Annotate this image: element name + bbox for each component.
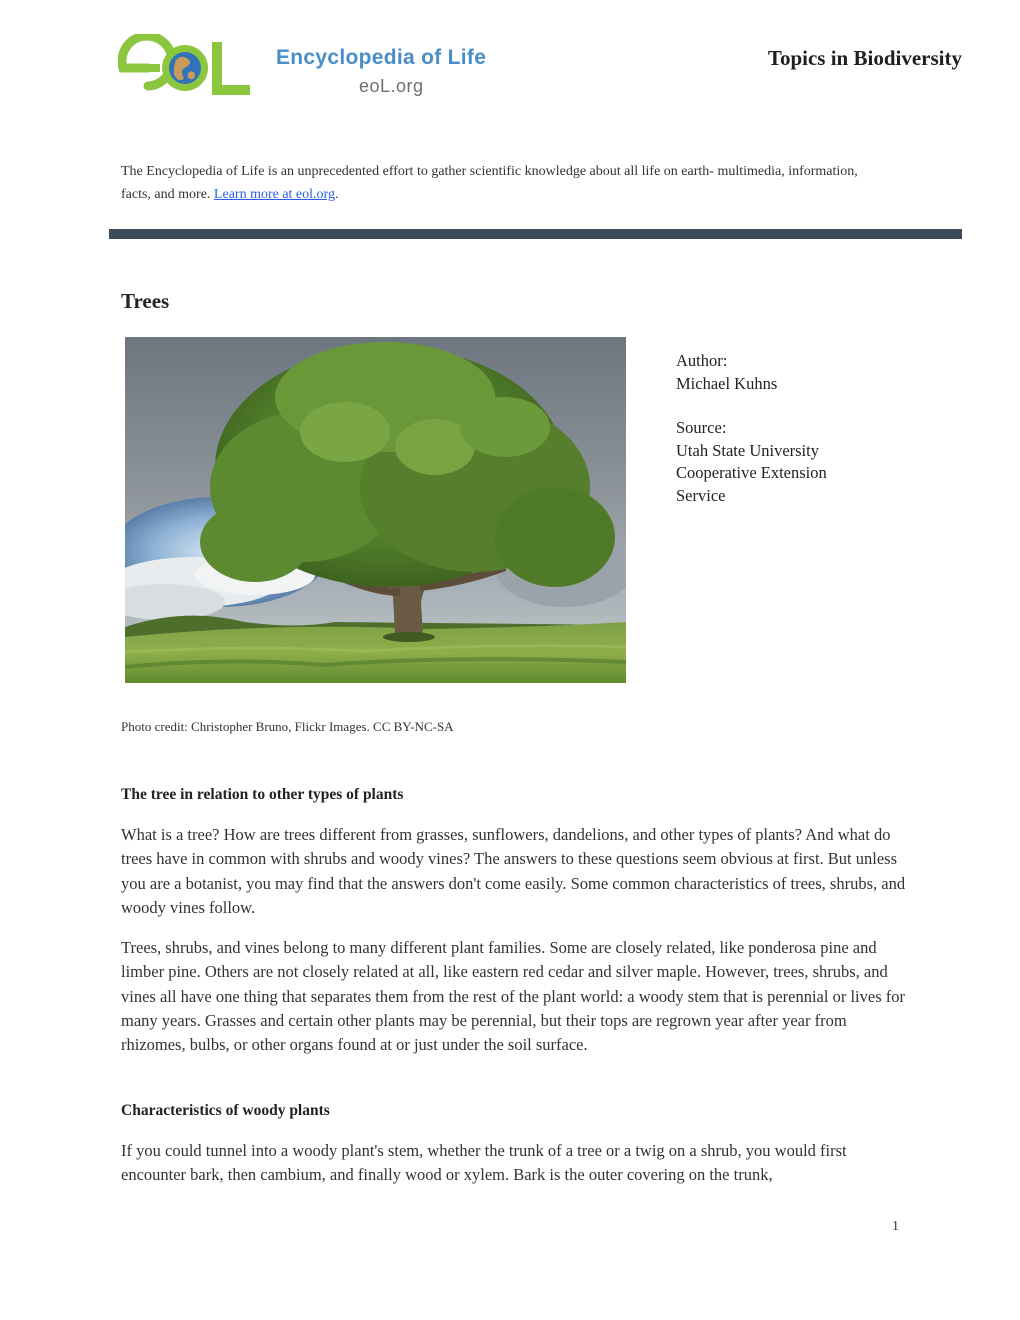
paragraph: What is a tree? How are trees different from grasses, sunflowers, dandelions, and other types of plants? And what do trees have in common with shrubs and woody vines? The answers to these questions seem obvious at first. But unless you are a botanist, you may find that the answers don't come easily. Some common characteristics of trees, shrubs, and woody vines follow.: [121, 825, 906, 917]
intro-text: [121, 160, 866, 206]
paragraph: If you could tunnel into a woody plant's stem, whether the trunk of a tree or a twig on a shrub, you would first encounter bark, then cambium, and finally wood or xylem. Bark is the outer covering on the trunk,: [121, 1141, 847, 1185]
learn-more-link[interactable]: Learn more at eol.org: [213, 187, 335, 202]
article-meta: [676, 350, 896, 507]
intro-body: The Encyclopedia of Life is an unprecedented effort to gather scientific knowledge about all life on earth- multimedia, information, facts, and more.: [121, 164, 858, 202]
section-heading: Characteristics of woody plants: [121, 1102, 330, 1119]
paragraph: Trees, shrubs, and vines belong to many different plant families. Some are closely related, like ponderosa pine and limber pine. Others are not closely related at all, like eastern red cedar and silver maple. However, trees, shrubs, and vines all have one thing that separates them from the rest of the plant world: a woody stem that is perennial or lives for many years. Grasses and certain other plants may be perennial, but their tops are regrown year after year from rhizomes, bulbs, or other organs found at or just under the soil surface.: [121, 938, 905, 1055]
header-divider: [109, 229, 962, 239]
author-label: Author:: [676, 351, 728, 370]
photo-credit: Photo credit: Christopher Bruno, Flickr Images. CC BY-NC-SA: [121, 719, 454, 734]
logo-name: Encyclopedia of Life: [276, 46, 487, 69]
logo-url: eoL.org: [359, 76, 424, 96]
source-line: Utah State University: [676, 440, 819, 460]
header-title: Topics in Biodiversity: [767, 46, 962, 70]
tree-photo: [125, 337, 626, 683]
author-name: Michael Kuhns: [676, 373, 778, 393]
source-label: Source:: [676, 418, 727, 437]
source-line: Service: [676, 485, 726, 505]
source-line: Cooperative Extension: [676, 463, 827, 482]
intro-trailing: .: [334, 187, 339, 202]
section-heading: The tree in relation to other types of plants: [121, 786, 404, 803]
page-number: 1: [892, 1219, 899, 1234]
eol-logo-mark: [118, 34, 268, 100]
eol-logo[interactable]: [118, 34, 528, 100]
page-title: Trees: [121, 289, 170, 313]
